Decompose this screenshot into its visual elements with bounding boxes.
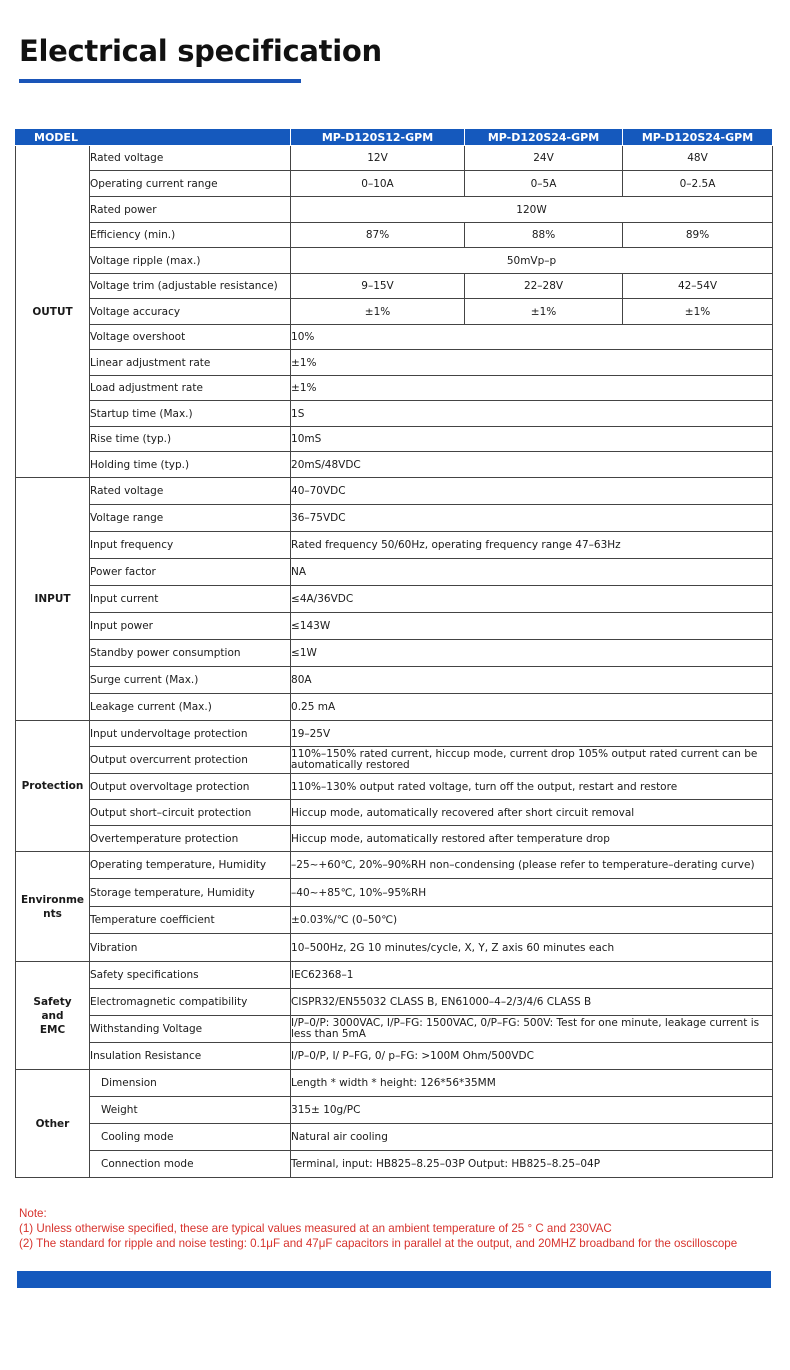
param-label: Power factor [90,559,291,586]
value-cell: I/P–0/P: 3000VAC, I/P–FG: 1500VAC, 0/P–FG: 500V: Test for one minute, leakage current is less than 5mA [291,1016,773,1043]
table-row [16,613,773,640]
value-cell: ±1% [291,299,465,325]
param-label: Holding time (typ.) [90,452,291,478]
table-row [16,274,773,299]
note-item: (1) Unless otherwise specified, these are typical values measured at an ambient temperature of 25 ° C and 230VAC [19,1222,612,1235]
value-cell: ≤143W [291,613,773,640]
model-name: MP-D120S12-GPM [291,129,465,146]
param-label: Input frequency [90,532,291,559]
table-row [16,721,773,747]
param-label: Output overvoltage protection [90,774,291,800]
value-cell: 19–25V [291,721,773,747]
table-row [16,401,773,427]
value-cell: ±1% [291,350,773,376]
table-row [16,532,773,559]
table-row [16,774,773,800]
param-label: Overtemperature protection [90,826,291,852]
table-row [16,146,773,171]
value-cell: 80A [291,667,773,694]
table-row [16,747,773,774]
param-label: Rated power [90,197,291,223]
param-label: Rated voltage [90,478,291,505]
table-row [16,667,773,694]
value-cell: 10mS [291,427,773,452]
table-row [16,505,773,532]
param-label: Rated voltage [90,146,291,171]
table-row [16,934,773,962]
value-cell: CISPR32/EN55032 CLASS B, EN61000–4–2/3/4/6 CLASS B [291,989,773,1016]
note-item: (2) The standard for ripple and noise testing: 0.1μF and 47μF capacitors in parallel at the output, and 20MHZ broadband for the oscilloscope [19,1237,738,1250]
param-label: Withstanding Voltage [90,1016,291,1043]
param-label: Operating current range [90,171,291,197]
model-header: MODEL [16,129,291,146]
table-row [16,452,773,478]
param-label: Linear adjustment rate [90,350,291,376]
param-label: Input power [90,613,291,640]
value-cell: 40–70VDC [291,478,773,505]
param-label: Output overcurrent protection [90,747,291,774]
value-cell: ±1% [291,376,773,401]
param-label: Voltage ripple (max.) [90,248,291,274]
value-cell: 110%–130% output rated voltage, turn off the output, restart and restore [291,774,773,800]
table-row [16,852,773,879]
value-cell: 42–54V [623,274,773,299]
notes [19,1206,737,1251]
value-cell: ±1% [465,299,623,325]
value-cell: 50mVp–p [291,248,773,274]
value-cell: 120W [291,197,773,223]
table-row [16,427,773,452]
table-row [16,694,773,721]
param-label: Surge current (Max.) [90,667,291,694]
value-cell: 0–10A [291,171,465,197]
value-cell: 10% [291,325,773,350]
group-other: Other [16,1070,90,1178]
param-label: Standby power consumption [90,640,291,667]
table-row [16,376,773,401]
value-cell: ±1% [623,299,773,325]
table-row [16,1016,773,1043]
param-label: Weight [90,1097,291,1124]
param-label: Temperature coefficient [90,907,291,934]
table-row [16,478,773,505]
param-label: Load adjustment rate [90,376,291,401]
param-label: Electromagnetic compatibility [90,989,291,1016]
value-cell: –40~+85℃, 10%–95%RH [291,879,773,907]
group-environment [16,852,90,962]
value-cell: ±0.03%/℃ (0–50℃) [291,907,773,934]
group-safety-label: Safety and EMC [33,995,72,1036]
value-cell: Length * width * height: 126*56*35MM [291,1070,773,1097]
group-safety [16,962,90,1070]
param-label: Operating temperature, Humidity [90,852,291,879]
page-title: Electrical specification [19,34,382,68]
table-row [16,197,773,223]
param-label: Vibration [90,934,291,962]
param-label: Voltage trim (adjustable resistance) [90,274,291,299]
table-row [16,223,773,248]
group-environment-label: Environments [20,893,85,920]
value-cell: 12V [291,146,465,171]
value-cell: 10–500Hz, 2G 10 minutes/cycle, X, Y, Z axis 60 minutes each [291,934,773,962]
table-row [16,586,773,613]
value-cell: Natural air cooling [291,1124,773,1151]
table-row [16,907,773,934]
model-name: MP-D120S24-GPM [623,129,773,146]
value-cell: 1S [291,401,773,427]
value-cell: 24V [465,146,623,171]
table-row [16,559,773,586]
value-cell: 0.25 mA [291,694,773,721]
param-label: Safety specifications [90,962,291,989]
title-underline [19,79,301,83]
table-row [16,800,773,826]
value-cell: 9–15V [291,274,465,299]
value-cell: 22–28V [465,274,623,299]
param-label: Input current [90,586,291,613]
table-row [16,299,773,325]
table-row [16,1097,773,1124]
value-cell: 20mS/48VDC [291,452,773,478]
value-cell: 87% [291,223,465,248]
value-cell: I/P–0/P, I/ P–FG, 0/ p–FG: >100M Ohm/500VDC [291,1043,773,1070]
value-cell: 89% [623,223,773,248]
table-row [16,1151,773,1178]
param-label: Storage temperature, Humidity [90,879,291,907]
value-cell: Hiccup mode, automatically recovered after short circuit removal [291,800,773,826]
value-cell: Terminal, input: HB825–8.25–03P Output: HB825–8.25–04P [291,1151,773,1178]
param-label: Leakage current (Max.) [90,694,291,721]
param-label: Voltage overshoot [90,325,291,350]
table-row [16,325,773,350]
group-protection: Protection [16,721,90,852]
table-row [16,1124,773,1151]
table-row [16,248,773,274]
header-row [16,129,773,146]
table-row [16,350,773,376]
param-label: Rise time (typ.) [90,427,291,452]
value-cell: ≤4A/36VDC [291,586,773,613]
table-row [16,1043,773,1070]
footer-bar [17,1271,771,1288]
table-row [16,962,773,989]
spec-table [15,128,773,1178]
value-cell: Hiccup mode, automatically restored after temperature drop [291,826,773,852]
value-cell: 88% [465,223,623,248]
value-cell: ≤1W [291,640,773,667]
value-cell: 0–2.5A [623,171,773,197]
value-cell: IEC62368–1 [291,962,773,989]
param-label: Output short–circuit protection [90,800,291,826]
param-label: Insulation Resistance [90,1043,291,1070]
value-cell: NA [291,559,773,586]
value-cell: 0–5A [465,171,623,197]
model-name: MP-D120S24-GPM [465,129,623,146]
value-cell: Rated frequency 50/60Hz, operating frequency range 47–63Hz [291,532,773,559]
group-output: OUTUT [16,146,90,478]
param-label: Dimension [90,1070,291,1097]
param-label: Voltage range [90,505,291,532]
value-cell: 110%–150% rated current, hiccup mode, current drop 105% output rated current can be automatically restored [291,747,773,774]
param-label: Efficiency (min.) [90,223,291,248]
param-label: Voltage accuracy [90,299,291,325]
table-row [16,989,773,1016]
value-cell: 36–75VDC [291,505,773,532]
table-row [16,879,773,907]
value-cell: –25~+60℃, 20%–90%RH non–condensing (please refer to temperature–derating curve) [291,852,773,879]
table-row [16,171,773,197]
param-label: Startup time (Max.) [90,401,291,427]
group-input: INPUT [16,478,90,721]
param-label: Input undervoltage protection [90,721,291,747]
table-row [16,826,773,852]
table-row [16,640,773,667]
param-label: Cooling mode [90,1124,291,1151]
param-label: Connection mode [90,1151,291,1178]
value-cell: 315± 10g/PC [291,1097,773,1124]
value-cell: 48V [623,146,773,171]
table-row [16,1070,773,1097]
notes-heading: Note: [19,1207,47,1220]
